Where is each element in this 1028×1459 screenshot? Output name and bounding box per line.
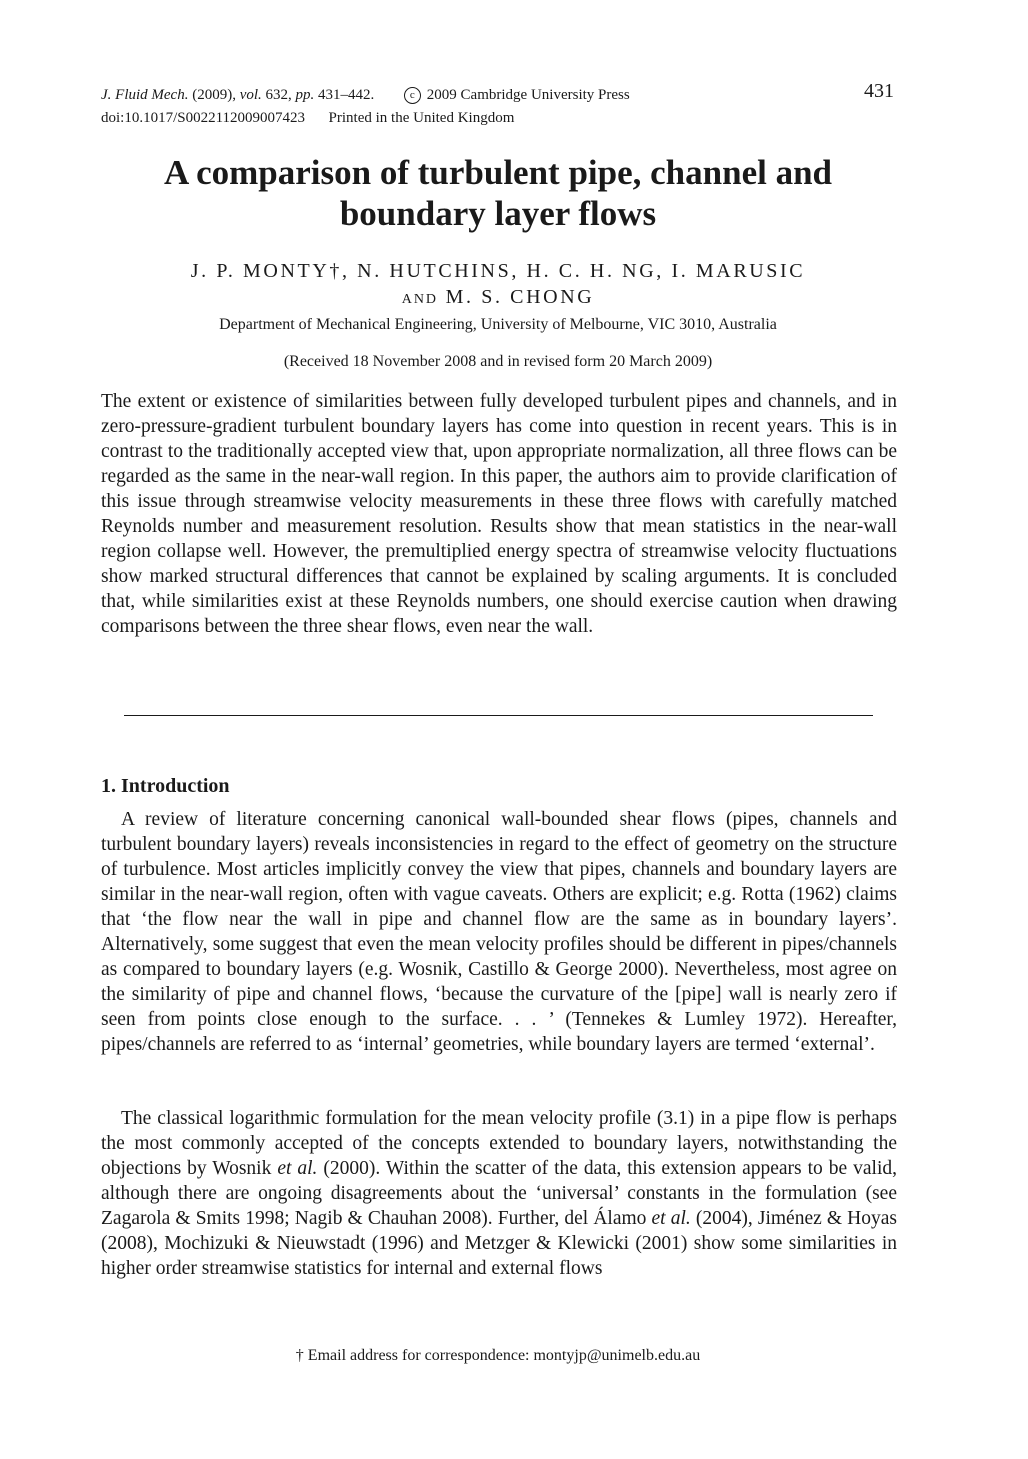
section-heading: 1. Introduction bbox=[101, 775, 230, 797]
running-header bbox=[101, 84, 901, 130]
doi-line bbox=[101, 107, 901, 130]
author-list bbox=[60, 258, 936, 313]
abstract-divider bbox=[124, 715, 873, 716]
volume-number: 632, bbox=[265, 87, 292, 103]
footnote: † Email address for correspondence: montyjp@unimelb.edu.au bbox=[295, 1347, 701, 1364]
italic-text-run: et al. bbox=[651, 1208, 691, 1229]
page-range: 431–442. bbox=[318, 87, 375, 103]
title-line-1: A comparison of turbulent pipe, channel and bbox=[163, 153, 833, 192]
paper-title bbox=[60, 152, 936, 234]
italic-text-run: et al. bbox=[277, 1158, 318, 1179]
printed-in: Printed in the United Kingdom bbox=[328, 110, 515, 126]
text-run: The classical logarithmic formulation for the mean velocity profile (3.1) in a pipe flow is perhaps the most commonly accepted of the concepts extended to boundary layers, notwithstanding the objections by Wosnik bbox=[101, 1108, 897, 1179]
intro-paragraph bbox=[101, 807, 897, 1057]
authors-line-2 bbox=[60, 284, 936, 313]
doi: doi:10.1017/S0022112009007423 bbox=[101, 110, 306, 126]
copyright-text: 2009 Cambridge University Press bbox=[426, 87, 630, 103]
authors-line-1: J. P. MONTY†, N. HUTCHINS, H. C. H. NG, I. MARUSIC bbox=[190, 260, 806, 282]
text-run: A review of literature concerning canonical wall-bounded shear flows (pipes, channels and turbulent boundary layers) reveals inconsistencies in regard to the effect of geometry on the structure of turbulence. Most articles implicitly convey the view that pipes, channels and boundary layers are similar in the near-wall region, often with vague caveats. Others are explicit; e.g. Rotta (1962) claims that ‘the flow near the wall in pipe and channel flow are the same as in boundary layers’. Alternatively, some suggest that even the mean velocity profiles should be different in pipes/channels as compared to boundary layers (e.g. Wosnik, Castillo & George 2000). Nevertheless, most agree on the similarity of pipe and channel flows, ‘because the curvature of the [pipe] wall is nearly zero if seen from points close enough to the surface. . . ’ (Tennekes & Lumley 1972). Hereafter, pipes/channels are referred to as ‘internal’ geometries, while boundary layers are termed ‘external’. bbox=[101, 809, 897, 1055]
copyright-icon: c bbox=[404, 87, 421, 104]
received-dates: (Received 18 November 2008 and in revised form 20 March 2009) bbox=[283, 353, 713, 370]
last-author: M. S. CHONG bbox=[445, 286, 595, 308]
citation-line bbox=[101, 84, 901, 107]
journal-name: J. Fluid Mech. bbox=[101, 87, 189, 103]
pages-label: pp. bbox=[295, 87, 315, 103]
intro-paragraph bbox=[101, 1106, 897, 1281]
affiliation: Department of Mechanical Engineering, University of Melbourne, VIC 3010, Australia bbox=[219, 316, 777, 333]
page-number: 431 bbox=[864, 80, 894, 102]
journal-year: (2009), bbox=[192, 87, 236, 103]
and-word: AND bbox=[401, 292, 439, 307]
text-run: (2004), Jiménez & Hoyas (2008), Mochizuki & Nieuwstadt (1996) and Metzger & Klewicki (2001) show some similarities in higher order streamwise statistics for internal and external flows bbox=[101, 1208, 898, 1279]
text-run: (2000). Within the scatter of the data, this extension appears to be valid, although there are ongoing disagreements about the ‘universal’ constants in the formulation (see Zagarola & Smits 1998; Nagib & Chauhan 2008). Further, del Álamo bbox=[101, 1158, 897, 1229]
abstract: The extent or existence of similarities between fully developed turbulent pipes and channels, and in zero-pressure-gradient turbulent boundary layers has come into question in recent years. This is in contrast to the traditionally accepted view that, upon appropriate normalization, all three flows can be regarded as the same in the near-wall region. In this paper, the authors aim to provide clarification of this issue through streamwise velocity measurements in these three flows with carefully matched Reynolds number and measurement resolution. Results show that mean statistics in the near-wall region collapse well. However, the premultiplied energy spectra of streamwise velocity fluctuations show marked structural differences that cannot be explained by scaling arguments. It is concluded that, while similarities exist at these Reynolds numbers, one should exercise caution when drawing comparisons between the three shear flows, even near the wall. bbox=[101, 391, 897, 637]
volume-label: vol. bbox=[239, 87, 262, 103]
title-line-2: boundary layer flows bbox=[339, 194, 657, 233]
